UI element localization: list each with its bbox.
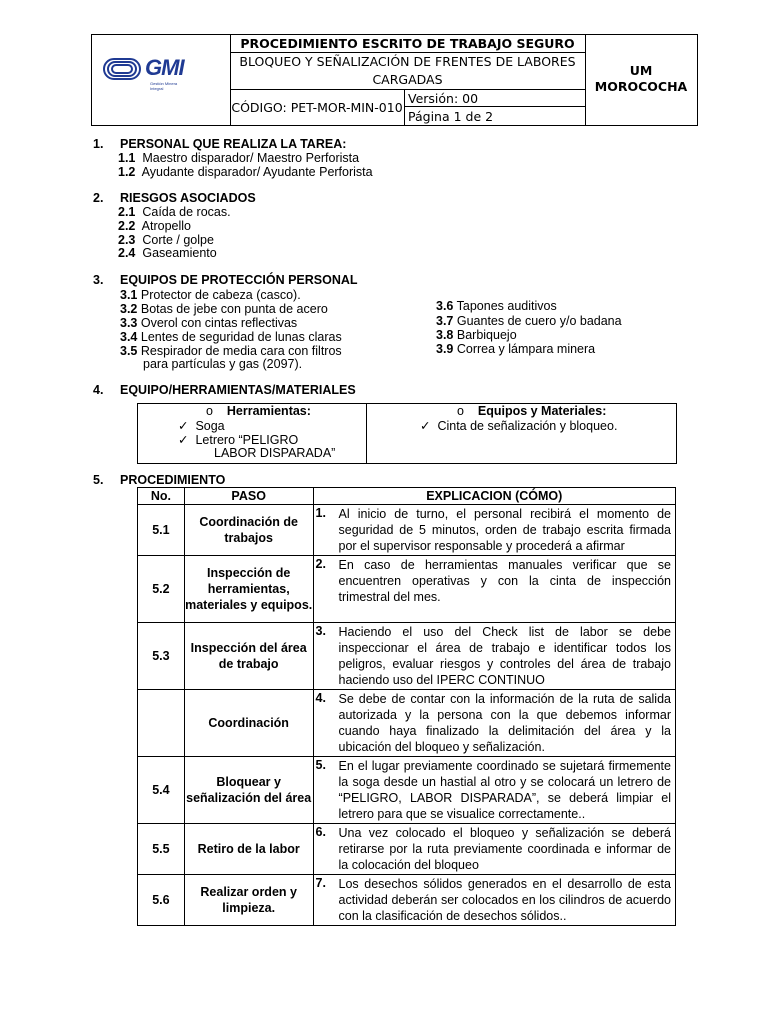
document-title: PROCEDIMIENTO ESCRITO DE TRABAJO SEGURO — [230, 35, 585, 53]
list-item — [118, 246, 217, 260]
explanation-number: 7. — [315, 876, 326, 890]
tools-header: o Herramientas: — [206, 404, 311, 418]
item-number: 1.1 — [118, 151, 136, 165]
list-item — [118, 151, 359, 165]
explanation-text: Se debe de contar con la información de la ruta de salida autorizada y la persona con la que debemos informar cuando haya finalizado la delimitación del área y la ubicación del bloqueo y señalización. — [338, 692, 671, 754]
step-explanation — [313, 623, 675, 690]
check-icon: ✓ — [178, 433, 189, 447]
section-number: 1. — [93, 137, 104, 151]
check-icon: ✓ — [420, 419, 431, 433]
step-name: Inspección del área de trabajo — [184, 623, 313, 690]
step-name: Retiro de la labor — [184, 824, 313, 875]
step-number: 5.6 — [138, 875, 185, 926]
item-text: Lentes de seguridad de lunas claras — [140, 330, 342, 344]
section-title: PERSONAL QUE REALIZA LA TAREA: — [120, 137, 347, 151]
column-header-explanation: EXPLICACION (CÓMO) — [313, 488, 675, 505]
explanation-number: 6. — [315, 825, 326, 839]
item-text: Guantes de cuero y/o badana — [456, 314, 622, 328]
explanation-number: 2. — [315, 557, 326, 571]
step-explanation — [313, 757, 675, 824]
header-middle — [230, 35, 586, 125]
step-explanation — [313, 875, 675, 926]
explanation-number: 4. — [315, 691, 326, 705]
item-number: 3.8 — [436, 328, 454, 342]
table-row — [138, 505, 676, 556]
step-number — [138, 690, 185, 757]
list-item — [120, 302, 328, 316]
step-number: 5.1 — [138, 505, 185, 556]
tools-column — [138, 404, 367, 463]
step-number: 5.5 — [138, 824, 185, 875]
item-number: 3.5 — [120, 344, 138, 358]
logo-subtitle: Gestión Minera Integral — [150, 81, 178, 91]
column-header-step: PASO — [184, 488, 313, 505]
step-name: Inspección de herramientas, materiales y equipos. — [184, 556, 313, 623]
item-text: Tapones auditivos — [456, 299, 557, 313]
item-text: Protector de cabeza (casco). — [140, 288, 301, 302]
table-row — [138, 623, 676, 690]
document-subtitle: BLOQUEO Y SEÑALIZACIÓN DE FRENTES DE LABORES CARGADAS — [230, 53, 585, 90]
list-item — [118, 205, 231, 219]
document-version: Versión: 00 — [405, 90, 585, 107]
item-number: 3.4 — [120, 330, 138, 344]
item-number: 2.2 — [118, 219, 136, 233]
document-header — [91, 34, 698, 126]
section-number: 3. — [93, 273, 104, 287]
step-explanation — [313, 690, 675, 757]
list-item — [436, 314, 622, 328]
list-item — [120, 330, 342, 344]
item-number: 3.9 — [436, 342, 454, 356]
item-number: 2.1 — [118, 205, 136, 219]
list-item — [436, 342, 595, 356]
section-title: PROCEDIMIENTO — [120, 473, 226, 487]
list-item — [118, 165, 373, 179]
item-text: Ayudante disparador/ Ayudante Perforista — [141, 165, 373, 179]
unit-line-1: UM — [629, 63, 653, 78]
list-item — [120, 316, 297, 330]
table-row — [138, 757, 676, 824]
item-number: 3.3 — [120, 316, 138, 330]
step-name: Bloquear y señalización del área — [184, 757, 313, 824]
explanation-text: Los desechos sólidos generados en el desarrollo de esta actividad deberán ser colocados en los cilindros de acuerdo con la clasificación de desechos sólidos.. — [338, 877, 671, 923]
list-item — [118, 219, 191, 233]
table-row — [138, 556, 676, 623]
equipment-column — [367, 404, 676, 463]
check-icon: ✓ — [178, 419, 189, 433]
list-item — [436, 328, 517, 342]
step-name: Realizar orden y limpieza. — [184, 875, 313, 926]
section-title: EQUIPOS DE PROTECCIÓN PERSONAL — [120, 273, 358, 287]
header-right — [585, 35, 697, 125]
step-number: 5.3 — [138, 623, 185, 690]
tool-item: ✓ Soga — [178, 419, 225, 433]
table-row — [138, 690, 676, 757]
step-number: 5.4 — [138, 757, 185, 824]
step-explanation — [313, 556, 675, 623]
item-number: 3.7 — [436, 314, 454, 328]
item-text: Corte / golpe — [142, 233, 214, 247]
column-header-no: No. — [138, 488, 185, 505]
item-text: Maestro disparador/ Maestro Perforista — [142, 151, 360, 165]
item-text: Barbiquejo — [456, 328, 517, 342]
table-header-row — [138, 488, 676, 505]
list-item — [120, 288, 301, 302]
step-number: 5.2 — [138, 556, 185, 623]
unit-line-2: MOROCOCHA — [594, 79, 688, 94]
section-title: EQUIPO/HERRAMIENTAS/MATERIALES — [120, 383, 356, 397]
item-text: Gaseamiento — [142, 246, 217, 260]
item-text: Caída de rocas. — [142, 205, 231, 219]
list-item — [436, 299, 557, 313]
item-text: Overol con cintas reflectivas — [140, 316, 298, 330]
tool-item-continuation: LABOR DISPARADA” — [214, 446, 336, 460]
equipment-item: ✓ Cinta de señalización y bloqueo. — [420, 419, 618, 433]
equipment-header: o Equipos y Materiales: — [457, 404, 607, 418]
section-number: 5. — [93, 473, 104, 487]
section-title: RIESGOS ASOCIADOS — [120, 191, 256, 205]
step-explanation — [313, 824, 675, 875]
explanation-number: 1. — [315, 506, 326, 520]
tool-item: ✓ Letrero “PELIGRO — [178, 433, 299, 447]
circle-bullet-icon: o — [457, 404, 464, 418]
item-number: 3.6 — [436, 299, 454, 313]
procedure-table — [137, 487, 676, 926]
explanation-text: Haciendo el uso del Check list de labor se debe inspeccionar el área de trabajo e identificar todos los peligros, evaluar riesgos y controles del área de trabajo haciendo uso del IPERC CONTINUO — [338, 625, 671, 687]
explanation-text: En caso de herramientas manuales verificar que se encuentren operativas y con la cinta de inspección trimestral del mes. — [338, 558, 671, 604]
explanation-text: En el lugar previamente coordinado se sujetará firmemente la soga desde un hastial al otro y se colocará un letrero de “PELIGRO, LABOR DISPARADA”, se deberá limpiar el letrero para que se visualice correctamente.. — [338, 759, 671, 821]
item-text: Botas de jebe con punta de acero — [140, 302, 328, 316]
table-row — [138, 824, 676, 875]
item-number: 3.1 — [120, 288, 138, 302]
item-text: Respirador de media cara con filtros — [140, 344, 342, 358]
section-number: 4. — [93, 383, 104, 397]
explanation-text: Una vez colocado el bloqueo y señalización se deberá retirarse por la ruta previamente coordinada e informar de la colocación del bloqueo — [338, 826, 671, 872]
step-name: Coordinación de trabajos — [184, 505, 313, 556]
explanation-text: Al inicio de turno, el personal recibirá el momento de seguridad de 5 minutos, orden de trabajo escrita firmada por el supervisor responsable y procederá a afirmar — [338, 507, 671, 553]
list-item — [120, 344, 342, 358]
logo-text: GMI — [145, 55, 184, 80]
explanation-number: 5. — [315, 758, 326, 772]
step-name: Coordinación — [184, 690, 313, 757]
circle-bullet-icon: o — [206, 404, 213, 418]
item-number: 2.3 — [118, 233, 136, 247]
item-text: Correa y lámpara minera — [456, 342, 596, 356]
item-number: 2.4 — [118, 246, 136, 260]
document-page: Página 1 de 2 — [408, 109, 494, 124]
item-text: Atropello — [141, 219, 191, 233]
explanation-number: 3. — [315, 624, 326, 638]
unit-label — [585, 63, 697, 95]
document-code: CÓDIGO: PET-MOR-MIN-010 — [230, 90, 405, 125]
section-number: 2. — [93, 191, 104, 205]
item-number: 1.2 — [118, 165, 136, 179]
table-row — [138, 875, 676, 926]
list-item-continuation: para partículas y gas (2097). — [143, 357, 303, 371]
list-item — [118, 233, 214, 247]
logo-cell — [92, 35, 231, 125]
item-number: 3.2 — [120, 302, 138, 316]
step-explanation — [313, 505, 675, 556]
tools-table — [137, 403, 677, 464]
